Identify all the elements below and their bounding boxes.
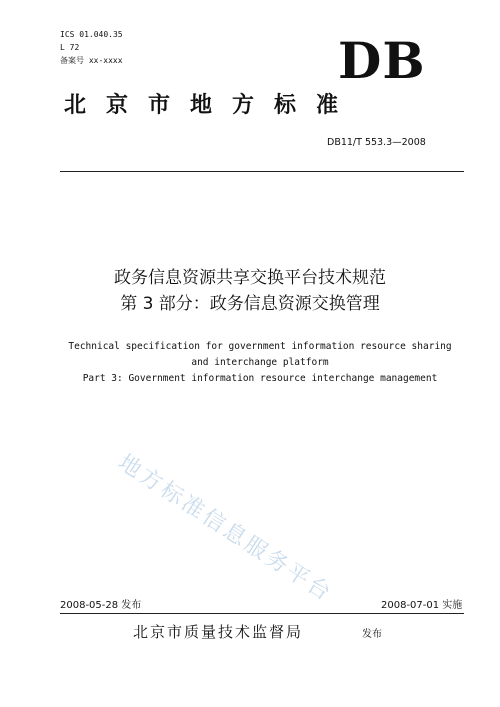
effective-date: 2008-07-01 实施 [381,600,463,611]
standard-number: DB11/T 553.3—2008 [327,137,426,148]
publisher-suffix: 发布 [362,629,382,640]
en-title-line-3: Part 3: Government information resource interchange management [82,373,438,384]
publish-date: 2008-05-28 发布 [60,600,142,611]
en-title-line-2: and interchange platform [191,357,329,368]
publisher: 北京市质量技术监督局 [133,623,304,641]
classification-code: L 72 [60,43,80,52]
standard-title: 北京市地方标准 [64,93,359,118]
en-title-line-1: Technical specification for government information resource sharing [68,341,452,352]
cn-title-line-2: 第 3 部分：政务信息资源交换管理 [120,294,380,314]
cn-title-line-1: 政务信息资源共享交换平台技术规范 [114,268,386,288]
footer-rule [60,613,464,614]
db-logo: DB [338,31,426,90]
watermark: 地方标准信息服务平台 [113,450,337,608]
record-number: 备案号 xx-xxxx [60,56,123,65]
ics-code: ICS 01.040.35 [60,30,123,39]
header-rule [60,171,464,172]
